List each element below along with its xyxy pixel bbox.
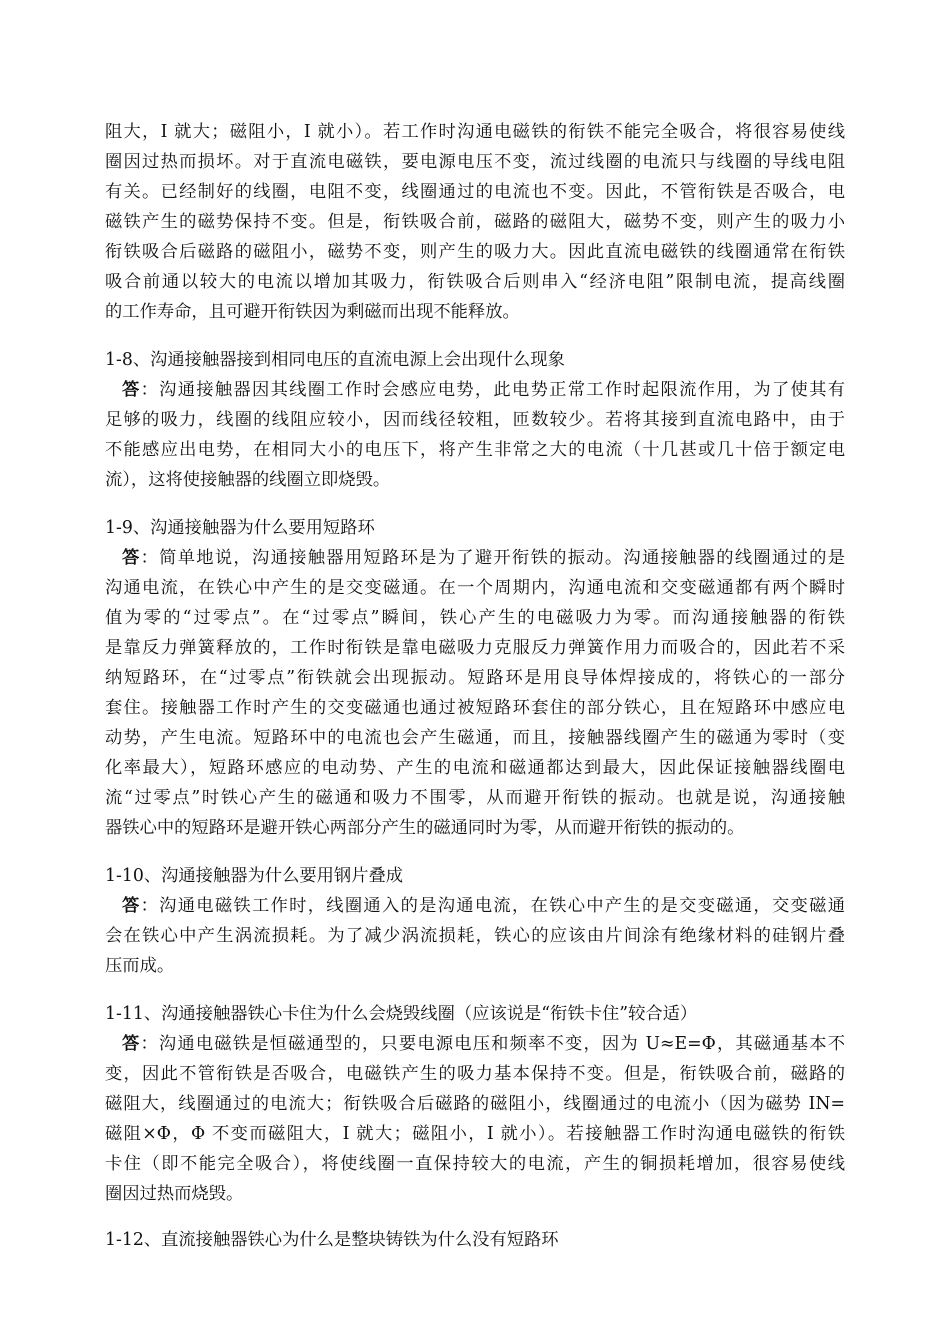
paragraph-line: 圈因过热而损坏。对于直流电磁铁，要电源电压不变，流过线圈的电流只与线圈的导线电阻	[105, 152, 845, 172]
paragraph-line: 磁铁产生的磁势保持不变。但是，衔铁吸合前，磁路的磁阻大，磁势不变，则产生的吸力小	[105, 212, 845, 232]
answer-text: ：沟通电磁铁工作时，线圈通入的是沟通电流，在铁心中产生的是交变磁通，交变磁通	[140, 896, 845, 916]
section-heading: 1-9、沟通接触器为什么要用短路环	[105, 518, 375, 538]
paragraph-line: 器铁心中的短路环是避开铁心两部分产生的磁通同时为零，从而避开衔铁的振动的。	[105, 818, 745, 838]
paragraph-line: 吸合前通以较大的电流以增加其吸力，衔铁吸合后则串入“经济电阻”限制电流，提高线圈	[105, 272, 845, 292]
answer-text: ：沟通电磁铁是恒磁通型的，只要电源电压和频率不变，因为 U≈E=Φ，其磁通基本不	[140, 1034, 845, 1054]
paragraph-line: 圈因过热而烧毁。	[105, 1184, 244, 1204]
answer-label: 答	[122, 896, 141, 916]
paragraph-line: 纳短路环，在“过零点”衔铁就会出现振动。短路环是用良导体焊接成的，将铁心的一部分	[105, 668, 845, 688]
paragraph-line: 值为零的“过零点”。在“过零点”瞬间，铁心产生的电磁吸力为零。而沟通接触器的衔铁	[105, 608, 845, 628]
paragraph-line: 化率最大），短路环感应的电动势、产生的电流和磁通都达到最大，因此保证接触器线圈电	[105, 758, 845, 778]
paragraph-line: 的工作寿命，且可避开衔铁因为剩磁而出现不能释放。	[105, 302, 520, 322]
answer-first-line	[122, 896, 845, 916]
paragraph-line: 衔铁吸合后磁路的磁阻小，磁势不变，则产生的吸力大。因此直流电磁铁的线圈通常在衔铁	[105, 242, 845, 262]
answer-label: 答	[122, 380, 141, 400]
paragraph-line: 磁阻×Φ，Φ 不变而磁阻大，I 就大；磁阻小，I 就小）。若接触器工作时沟通电磁铁的衔铁	[105, 1124, 845, 1144]
section-heading: 1-11、沟通接触器铁心卡住为什么会烧毁线圈（应该说是“衔铁卡住”较合适）	[105, 1004, 698, 1024]
section-heading: 1-12、直流接触器铁心为什么是整块铸铁为什么没有短路环	[105, 1230, 559, 1250]
paragraph-line: 动势，产生电流。短路环中的电流也会产生磁通，而且，接触器线圈产生的磁通为零时（变	[105, 728, 845, 748]
paragraph-line: 足够的吸力，线圈的线阻应较小，因而线径较粗，匝数较少。若将其接到直流电路中，由于	[105, 410, 845, 430]
paragraph-line: 沟通电流，在铁心中产生的是交变磁通。在一个周期内，沟通电流和交变磁通都有两个瞬时	[105, 578, 845, 598]
section-heading: 1-10、沟通接触器为什么要用钢片叠成	[105, 866, 404, 886]
answer-text: ：沟通接触器因其线圈工作时会感应电势，此电势正常工作时起限流作用，为了使其有	[140, 380, 845, 400]
paragraph-line: 不能感应出电势，在相同大小的电压下，将产生非常之大的电流（十几甚或几十倍于额定电	[105, 440, 845, 460]
paragraph-line: 卡住（即不能完全吸合），将使线圈一直保持较大的电流，产生的铜损耗增加，很容易使线	[105, 1154, 845, 1174]
paragraph-line: 阻大，I 就大；磁阻小，I 就小）。若工作时沟通电磁铁的衔铁不能完全吸合，将很容易使线	[105, 122, 845, 142]
answer-label: 答	[122, 548, 141, 568]
answer-label: 答	[122, 1034, 141, 1054]
paragraph-line: 压而成。	[105, 956, 175, 976]
answer-first-line	[122, 380, 845, 400]
paragraph-line: 变，因此不管衔铁是否吸合，电磁铁产生的吸力基本保持不变。但是，衔铁吸合前，磁路的	[105, 1064, 845, 1084]
paragraph-line: 流“过零点”时铁心产生的磁通和吸力不围零，从而避开衔铁的振动。也就是说，沟通接触	[105, 788, 845, 808]
paragraph-line: 有关。已经制好的线圈，电阻不变，线圈通过的电流也不变。因此，不管衔铁是否吸合，电	[105, 182, 845, 202]
paragraph-line: 是靠反力弹簧释放的，工作时衔铁是靠电磁吸力克服反力弹簧作用力而吸合的，因此若不采	[105, 638, 845, 658]
paragraph-line: 会在铁心中产生涡流损耗。为了减少涡流损耗，铁心的应该由片间涂有绝缘材料的硅钢片叠	[105, 926, 845, 946]
paragraph-line: 流），这将使接触器的线圈立即烧毁。	[105, 470, 391, 490]
paragraph-line: 套住。接触器工作时产生的交变磁通也通过被短路环套住的部分铁心，且在短路环中感应电	[105, 698, 845, 718]
paragraph-line: 磁阻大，线圈通过的电流大；衔铁吸合后磁路的磁阻小，线圈通过的电流小（因为磁势 IN=	[105, 1094, 845, 1114]
answer-first-line	[122, 1034, 845, 1054]
answer-text: ：简单地说，沟通接触器用短路环是为了避开衔铁的振动。沟通接触器的线圈通过的是	[140, 548, 845, 568]
answer-first-line	[122, 548, 845, 568]
section-heading: 1-8、沟通接触器接到相同电压的直流电源上会出现什么现象	[105, 350, 565, 370]
